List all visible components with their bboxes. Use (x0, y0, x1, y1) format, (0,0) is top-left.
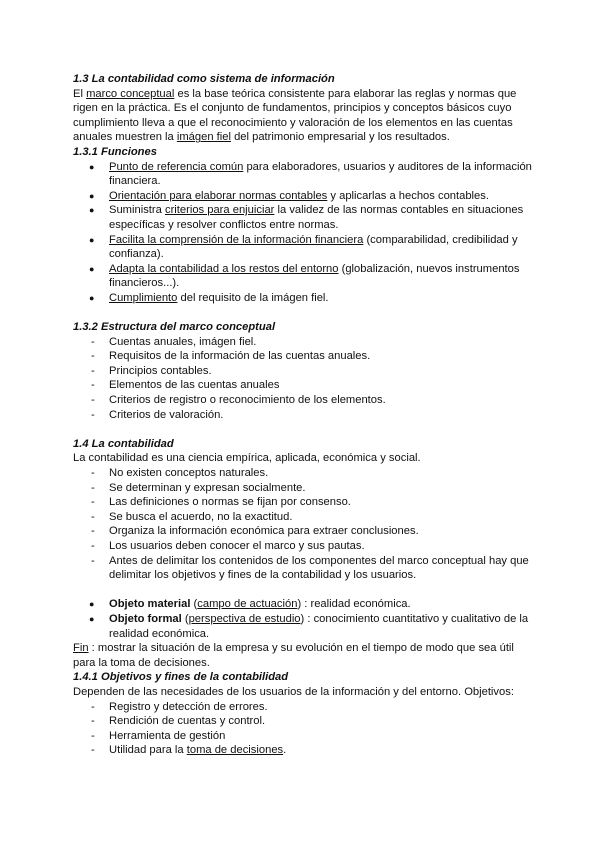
underlined-term: Orientación para elaborar normas contables (109, 189, 328, 202)
text: ( (190, 598, 198, 611)
text: Suministra (109, 204, 165, 217)
underlined-term: Punto de referencia común (109, 160, 244, 173)
spacer (73, 422, 533, 437)
underlined-term: marco conceptual (86, 87, 175, 100)
estructura-list (73, 335, 533, 423)
text: El (73, 87, 87, 100)
heading-1-3: 1.3 La contabilidad como sistema de información (73, 73, 335, 85)
underlined-term: Fin (73, 642, 89, 655)
contabilidad-list (73, 466, 533, 583)
heading-1-3-1: 1.3.1 Funciones (73, 145, 157, 158)
list-item (73, 714, 533, 729)
list-item: - Se determinan y expresan socialmente. (73, 481, 533, 496)
list-item: - Requisitos de la información de las cuentas anuales. (73, 349, 533, 364)
paragraph-fin (73, 641, 533, 670)
text: (globalización, nuevos instrumentos financieros...). (109, 262, 520, 290)
list-item: - Los usuarios deben conocer el marco y sus pautas. (73, 539, 533, 554)
list-item: - Elementos de las cuentas anuales (73, 378, 533, 393)
spacer (73, 306, 533, 321)
bold-term: Objeto formal (109, 612, 182, 625)
text: del patrimonio empresarial y los resultados. (230, 131, 450, 144)
list-item: - Se busca el acuerdo, no la exactitud. (73, 510, 533, 525)
text: del requisito de la imágen fiel. (177, 291, 329, 304)
list-item: - Criterios de registro o reconocimiento de los elementos. (73, 393, 533, 408)
list-item (73, 203, 533, 232)
underlined-term: campo de actuación (197, 598, 298, 611)
list-item (73, 262, 533, 291)
list-item: - Cuentas anuales, imágen fiel. (73, 335, 533, 350)
list-item (73, 160, 533, 189)
list-item (73, 291, 533, 306)
text: : mostrar la situación de la empresa y su evolución en el tiempo de modo que sea útil para la toma de decisiones. (73, 642, 514, 669)
text: ) : realidad económica. (297, 598, 411, 611)
text: Rendición de cuentas y control. (109, 715, 266, 728)
text: Registro y detección de errores. (109, 700, 268, 713)
text: (comparabilidad, credibilidad y confianza). (109, 233, 518, 261)
list-item (73, 700, 533, 715)
document-content (73, 72, 533, 758)
list-item (73, 233, 533, 262)
underlined-term: toma de decisiones (186, 744, 284, 757)
underlined-term: imágen fiel (176, 131, 231, 144)
paragraph-objetivos-intro: Dependen de las necesidades de los usuarios de la información y del entorno. Objetivos: (73, 685, 514, 698)
list-item (73, 743, 533, 758)
text: . (283, 744, 287, 757)
text: Herramienta de gestión (109, 729, 226, 742)
text: la validez de las normas contables en situaciones específicas y resolver conflictos entre normas. (109, 204, 524, 231)
paragraph-marco-conceptual (73, 87, 533, 145)
list-item: - Criterios de valoración. (73, 408, 533, 423)
list-item (73, 729, 533, 744)
objetivos-list (73, 700, 533, 758)
spacer (73, 583, 533, 598)
text: Utilidad para la (109, 744, 187, 757)
underlined-term: perspectiva de estudio (188, 612, 301, 625)
list-item (73, 189, 533, 204)
underlined-term: Adapta la contabilidad a los restos del entorno (109, 262, 339, 275)
objeto-list (73, 597, 533, 641)
heading-1-4: 1.4 La contabilidad (73, 437, 174, 450)
list-item: - Las definiciones o normas se fijan por consenso. (73, 495, 533, 510)
bold-term: Objeto material (109, 598, 191, 611)
text: para elaboradores, usuarios y auditores de la información financiera. (109, 160, 532, 188)
text: es la base teórica consistente para elaborar las reglas y normas que rigen en la práctica. Es el conjunto de fundamentos, principios y conceptos básicos cuyo cumplimiento lleva a que el reconocimiento y valoración de los elementos en las cuentas anuales muestren la (73, 87, 517, 144)
heading-1-3-2: 1.3.2 Estructura del marco conceptual (73, 321, 276, 334)
funciones-list (73, 160, 533, 306)
underlined-term: criterios para enjuiciar (164, 204, 275, 217)
text: ) : conocimiento cuantitativo y cualitativo de la realidad económica. (109, 612, 529, 640)
text: ( (181, 612, 189, 625)
list-item-objeto-material (73, 597, 533, 612)
list-item-objeto-formal (73, 612, 533, 641)
paragraph-contabilidad-intro: La contabilidad es una ciencia empírica, aplicada, económica y social. (73, 452, 421, 465)
underlined-term: Cumplimiento (109, 291, 178, 304)
underlined-term: Facilita la comprensión de la información financiera (109, 233, 364, 246)
list-item: - Principios contables. (73, 364, 533, 379)
text: y aplicarlas a hechos contables. (327, 189, 489, 202)
list-item: - Antes de delimitar los contenidos de los componentes del marco conceptual hay que delimitar los objetivos y fines de la contabilidad y los usuarios. (73, 554, 533, 583)
list-item: - Organiza la información económica para extraer conclusiones. (73, 524, 533, 539)
heading-1-4-1: 1.4.1 Objetivos y fines de la contabilidad (73, 671, 289, 684)
list-item: - No existen conceptos naturales. (73, 466, 533, 481)
